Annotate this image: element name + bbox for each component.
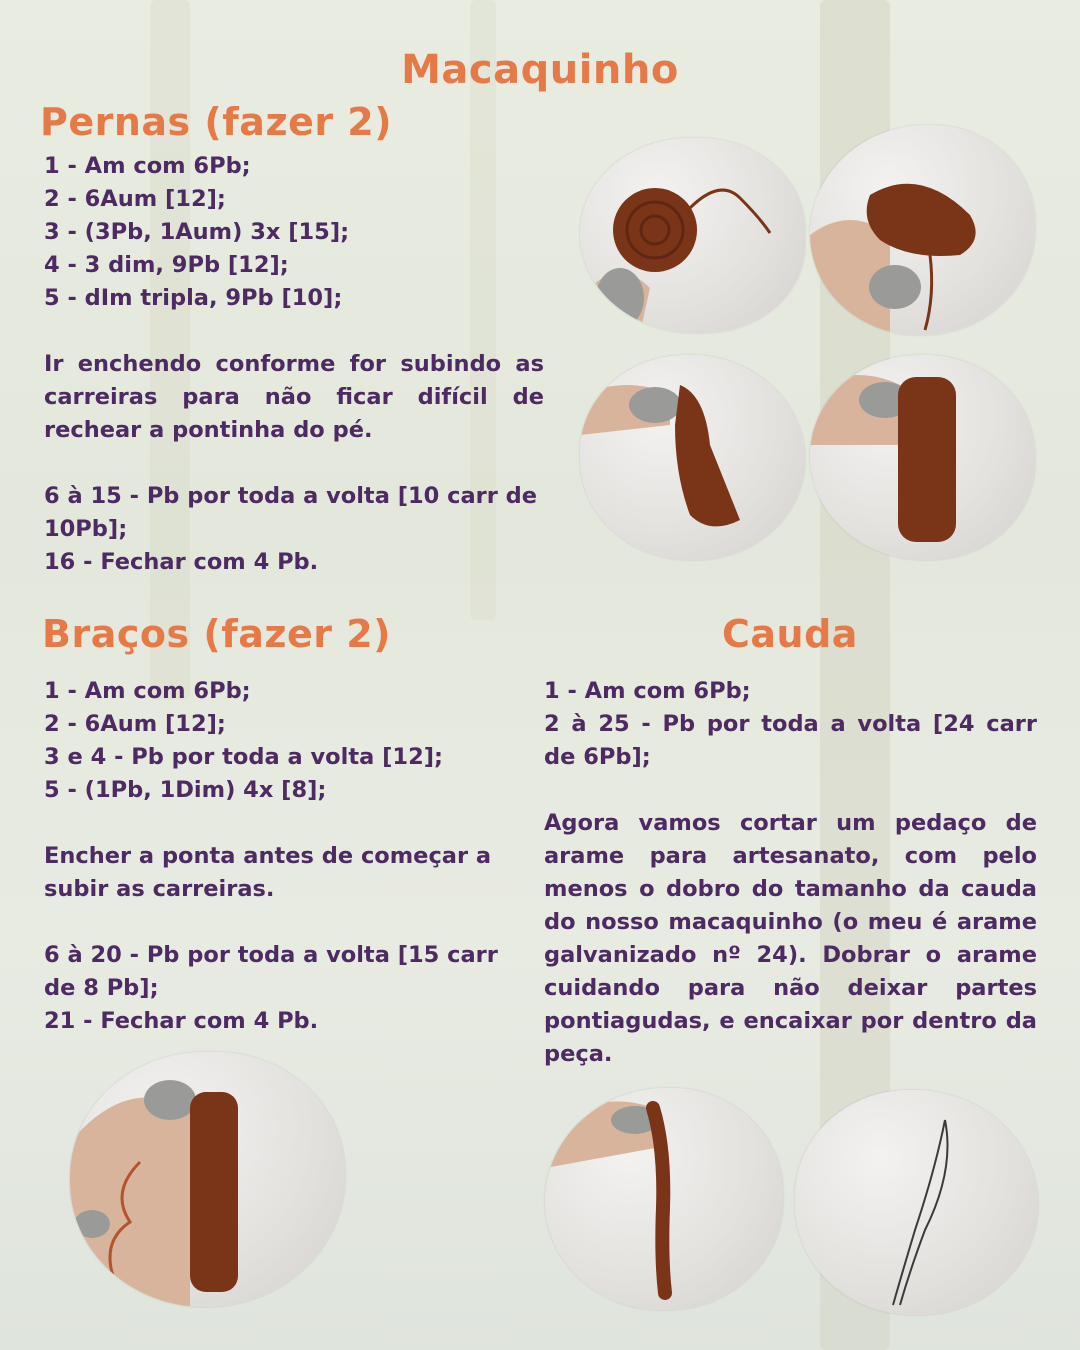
photo-leg-curved <box>580 355 805 560</box>
bracos-heading: Braços (fazer 2) <box>42 612 392 656</box>
page-title: Macaquinho <box>401 47 679 93</box>
bracos-line: 3 e 4 - Pb por toda a volta [12]; <box>44 744 444 770</box>
cauda-instructions <box>544 675 1037 1071</box>
pernas-instructions <box>44 150 544 579</box>
cauda-note: Agora vamos cortar um pedaço de arame para artesanato, com pelo menos o dobro do tamanho da cauda do nosso macaquinho (o meu é arame galvanizado nº 24). Dobrar o arame cuidando para não deixar partes pontiagudas, e encaixar por dentro da peça. <box>544 810 1037 1067</box>
cauda-heading: Cauda <box>722 612 858 656</box>
pernas-line: 3 - (3Pb, 1Aum) 3x [15]; <box>44 219 350 245</box>
bracos-line: 1 - Am com 6Pb; <box>44 678 251 704</box>
bracos-line: 2 - 6Aum [12]; <box>44 711 226 737</box>
photo-foot-shape <box>810 125 1035 335</box>
bracos-line: 5 - (1Pb, 1Dim) 4x [8]; <box>44 777 327 803</box>
bracos-line: 6 à 20 - Pb por toda a volta [15 carr de 8 Pb]; <box>44 942 498 1001</box>
pernas-note: Ir enchendo conforme for subindo as carreiras para não ficar difícil de rechear a pontinha do pé. <box>44 351 544 443</box>
pernas-line: 16 - Fechar com 4 Pb. <box>44 549 319 575</box>
cauda-line: 1 - Am com 6Pb; <box>544 678 751 704</box>
cauda-line: 2 à 25 - Pb por toda a volta [24 carr de 6Pb]; <box>544 711 1037 770</box>
pernas-line: 4 - 3 dim, 9Pb [12]; <box>44 252 289 278</box>
bracos-instructions <box>44 675 514 1038</box>
pernas-heading: Pernas (fazer 2) <box>40 100 393 144</box>
pernas-line: 1 - Am com 6Pb; <box>44 153 251 179</box>
photo-magic-ring <box>580 138 805 333</box>
photo-wire <box>795 1090 1038 1315</box>
bracos-line: 21 - Fechar com 4 Pb. <box>44 1008 319 1034</box>
photo-leg-straight <box>810 355 1035 560</box>
pernas-line: 6 à 15 - Pb por toda a volta [10 carr de 10Pb]; <box>44 483 538 542</box>
photo-tail <box>545 1088 783 1310</box>
pernas-line: 5 - dIm tripla, 9Pb [10]; <box>44 285 343 311</box>
photo-arm <box>70 1052 345 1307</box>
pernas-line: 2 - 6Aum [12]; <box>44 186 226 212</box>
bracos-note: Encher a ponta antes de começar a subir as carreiras. <box>44 843 492 902</box>
